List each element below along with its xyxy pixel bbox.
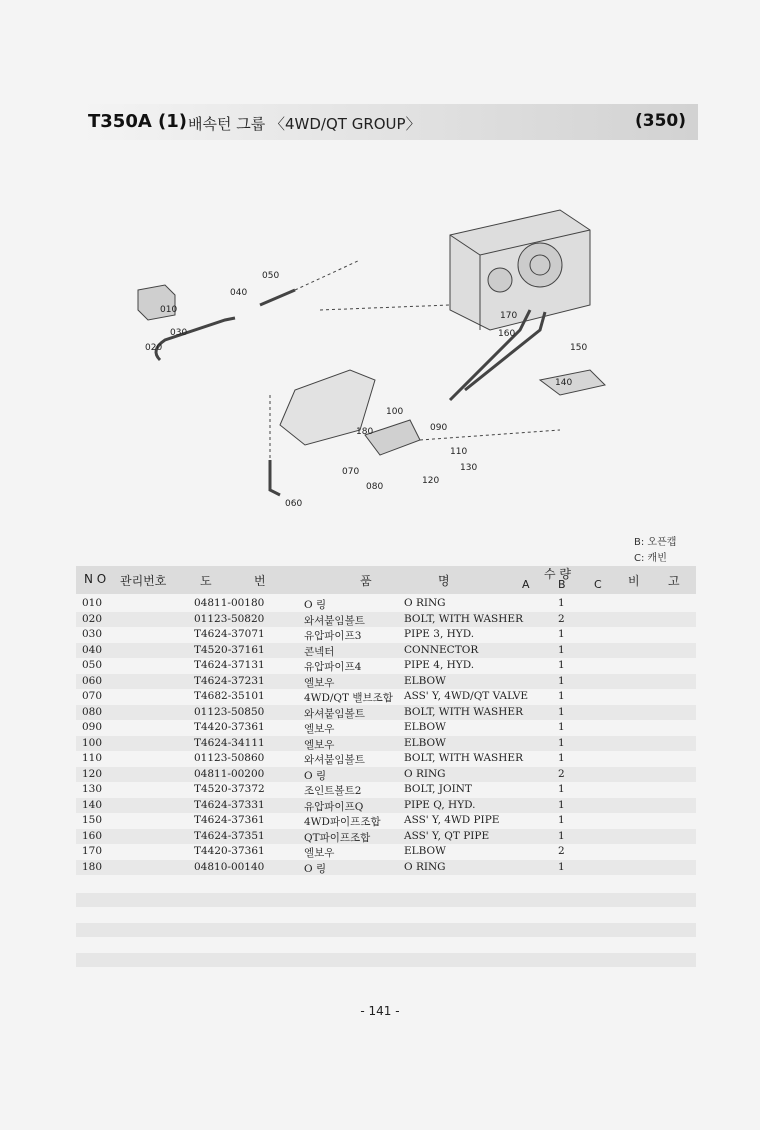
callout-label: 050 bbox=[262, 271, 280, 281]
part-number: T4682-35101 bbox=[194, 690, 265, 702]
callout-label: 130 bbox=[460, 463, 478, 473]
col-qty-a: A bbox=[522, 578, 530, 591]
callout-label: 110 bbox=[450, 447, 468, 457]
part-qty: 1 bbox=[558, 783, 565, 795]
part-name-en: ELBOW bbox=[404, 674, 446, 687]
table-row bbox=[76, 736, 696, 752]
col-qty: 수 량 bbox=[544, 567, 571, 581]
col-do: 도 bbox=[200, 574, 212, 588]
table-row bbox=[76, 658, 696, 674]
part-name-en: ELBOW bbox=[404, 721, 446, 733]
callout-label: 160 bbox=[498, 329, 516, 339]
callout-label: 120 bbox=[422, 476, 440, 486]
part-number: T4624-37351 bbox=[194, 829, 265, 842]
model-code: T350A (1) bbox=[88, 111, 188, 132]
table-row bbox=[76, 829, 696, 845]
callout-label: 030 bbox=[170, 328, 188, 338]
part-no: 170 bbox=[82, 845, 103, 857]
part-qty: 1 bbox=[558, 798, 565, 811]
part-number: 04810-00140 bbox=[194, 860, 265, 873]
part-name-en: ELBOW bbox=[404, 736, 446, 749]
part-qty: 1 bbox=[558, 860, 565, 873]
callout-label: 010 bbox=[160, 305, 178, 315]
part-name-en: PIPE 3, HYD. bbox=[404, 628, 475, 640]
part-qty: 1 bbox=[558, 690, 565, 702]
part-qty: 1 bbox=[558, 829, 565, 842]
callout-label: 100 bbox=[386, 407, 404, 417]
part-number: T4420-37361 bbox=[194, 845, 265, 857]
part-name-en: BOLT, WITH WASHER bbox=[404, 752, 523, 764]
part-qty: 1 bbox=[558, 674, 565, 687]
part-no: 100 bbox=[82, 736, 103, 749]
part-name-kr: 콘넥터 bbox=[304, 645, 335, 658]
callout-label: 180 bbox=[356, 427, 374, 437]
part-number: T4520-37372 bbox=[194, 783, 265, 795]
group-number: (350) bbox=[634, 111, 686, 131]
part-name-kr: 와셔붙임볼트 bbox=[304, 707, 365, 720]
part-qty: 2 bbox=[558, 767, 565, 780]
group-title: 배속턴 그룹 〈4WD/QT GROUP〉 bbox=[188, 115, 421, 133]
part-no: 070 bbox=[82, 690, 103, 702]
callout-label: 170 bbox=[500, 311, 518, 321]
part-name-kr: O 링 bbox=[304, 862, 327, 875]
part-name-kr: 유압파이프4 bbox=[304, 661, 362, 673]
table-row bbox=[76, 627, 696, 643]
part-qty: 1 bbox=[558, 659, 565, 671]
callout-label: 140 bbox=[555, 378, 573, 388]
part-name-en: ASS' Y, QT PIPE bbox=[404, 829, 490, 842]
part-name-en: O RING bbox=[404, 597, 446, 609]
table-row bbox=[76, 720, 696, 736]
legend-b: B: 오픈캡 bbox=[634, 537, 677, 548]
col-beon: 번 bbox=[254, 574, 266, 588]
part-number: T4624-37071 bbox=[194, 628, 265, 640]
part-number: 01123-50820 bbox=[194, 612, 265, 625]
parts-table bbox=[76, 596, 696, 875]
part-name-kr: 4WD/QT 밸브조합 bbox=[304, 692, 393, 704]
table-row bbox=[76, 612, 696, 628]
part-number: 01123-50850 bbox=[194, 705, 265, 718]
table-row bbox=[76, 844, 696, 860]
part-no: 110 bbox=[82, 752, 103, 764]
callout-label: 080 bbox=[366, 482, 384, 492]
part-no: 040 bbox=[82, 643, 103, 656]
table-row bbox=[76, 689, 696, 705]
table-row bbox=[76, 860, 696, 876]
col-go: 고 bbox=[668, 574, 680, 588]
part-number: T4624-37331 bbox=[194, 798, 265, 811]
exploded-parts-diagram bbox=[120, 190, 640, 520]
part-qty: 1 bbox=[558, 736, 565, 749]
col-pum: 품 bbox=[360, 574, 372, 588]
part-number: 04811-00200 bbox=[194, 767, 265, 780]
page-number: - 141 - bbox=[360, 1004, 400, 1018]
part-no: 180 bbox=[82, 860, 103, 873]
part-no: 090 bbox=[82, 721, 103, 733]
part-name-en: PIPE 4, HYD. bbox=[404, 659, 475, 671]
part-name-en: BOLT, JOINT bbox=[404, 783, 472, 795]
part-no: 160 bbox=[82, 829, 103, 842]
col-bi: 비 bbox=[628, 574, 640, 588]
callout-label: 060 bbox=[285, 499, 303, 509]
part-qty: 1 bbox=[558, 752, 565, 764]
part-number: T4624-37231 bbox=[194, 674, 265, 687]
page-header bbox=[78, 104, 698, 140]
part-name-en: ASS' Y, 4WD PIPE bbox=[404, 814, 500, 826]
part-qty: 1 bbox=[558, 643, 565, 656]
part-name-kr: 와셔붙임볼트 bbox=[304, 614, 365, 627]
callout-label: 040 bbox=[230, 288, 248, 298]
col-no: N O bbox=[84, 572, 107, 586]
part-name-kr: 와셔붙임볼트 bbox=[304, 754, 365, 766]
table-row bbox=[76, 705, 696, 721]
part-name-kr: 엘보우 bbox=[304, 738, 335, 751]
part-number: T4624-37131 bbox=[194, 659, 265, 671]
part-name-en: O RING bbox=[404, 767, 446, 780]
part-name-kr: 엘보우 bbox=[304, 723, 335, 735]
part-number: T4624-37361 bbox=[194, 814, 265, 826]
part-no: 030 bbox=[82, 628, 103, 640]
table-row bbox=[76, 813, 696, 829]
col-mgmt: 관리번호 bbox=[120, 574, 167, 588]
part-no: 130 bbox=[82, 783, 103, 795]
table-row bbox=[76, 798, 696, 814]
col-qty-c: C bbox=[594, 578, 602, 591]
part-qty: 2 bbox=[558, 845, 565, 857]
part-name-kr: 엘보우 bbox=[304, 676, 335, 689]
callout-label: 070 bbox=[342, 467, 360, 477]
part-name-en: BOLT, WITH WASHER bbox=[404, 612, 523, 625]
part-name-en: ASS' Y, 4WD/QT VALVE bbox=[404, 690, 529, 702]
part-no: 020 bbox=[82, 612, 103, 625]
table-row bbox=[76, 643, 696, 659]
legend-c: C: 캐빈 bbox=[634, 553, 667, 564]
part-name-en: ELBOW bbox=[404, 845, 446, 857]
table-row bbox=[76, 751, 696, 767]
part-qty: 1 bbox=[558, 721, 565, 733]
callout-label: 090 bbox=[430, 423, 448, 433]
part-qty: 1 bbox=[558, 814, 565, 826]
part-no: 060 bbox=[82, 674, 103, 687]
part-number: T4624-34111 bbox=[194, 736, 265, 749]
part-name-en: PIPE Q, HYD. bbox=[404, 798, 476, 811]
part-qty: 1 bbox=[558, 705, 565, 718]
part-no: 010 bbox=[82, 597, 103, 609]
part-number: T4420-37361 bbox=[194, 721, 265, 733]
part-name-en: CONNECTOR bbox=[404, 643, 479, 656]
part-name-kr: 엘보우 bbox=[304, 847, 335, 859]
part-name-en: O RING bbox=[404, 860, 446, 873]
part-name-kr: QT파이프조합 bbox=[304, 831, 371, 844]
part-name-kr: 유압파이프3 bbox=[304, 630, 362, 642]
part-no: 140 bbox=[82, 798, 103, 811]
part-name-kr: O 링 bbox=[304, 769, 327, 782]
part-number: 04811-00180 bbox=[194, 597, 265, 609]
table-row bbox=[76, 674, 696, 690]
table-row bbox=[76, 596, 696, 612]
col-myeong: 명 bbox=[438, 574, 450, 588]
part-no: 050 bbox=[82, 659, 103, 671]
part-name-kr: 조인트볼트2 bbox=[304, 785, 362, 797]
table-row bbox=[76, 767, 696, 783]
part-qty: 1 bbox=[558, 628, 565, 640]
table-row bbox=[76, 782, 696, 798]
part-no: 080 bbox=[82, 705, 103, 718]
part-qty: 2 bbox=[558, 612, 565, 625]
part-number: 01123-50860 bbox=[194, 752, 265, 764]
callout-label: 020 bbox=[145, 343, 163, 353]
callout-label: 150 bbox=[570, 343, 588, 353]
blank-row bbox=[76, 893, 696, 907]
part-name-kr: 유압파이프Q bbox=[304, 800, 364, 813]
part-name-kr: 4WD파이프조합 bbox=[304, 816, 381, 828]
table-header bbox=[76, 566, 696, 594]
part-number: T4520-37161 bbox=[194, 643, 265, 656]
part-name-kr: O 링 bbox=[304, 599, 327, 611]
part-no: 120 bbox=[82, 767, 103, 780]
part-name-en: BOLT, WITH WASHER bbox=[404, 705, 523, 718]
part-no: 150 bbox=[82, 814, 103, 826]
part-qty: 1 bbox=[558, 597, 565, 609]
col-qty-b: B bbox=[558, 578, 566, 591]
blank-row bbox=[76, 923, 696, 937]
blank-row bbox=[76, 953, 696, 967]
